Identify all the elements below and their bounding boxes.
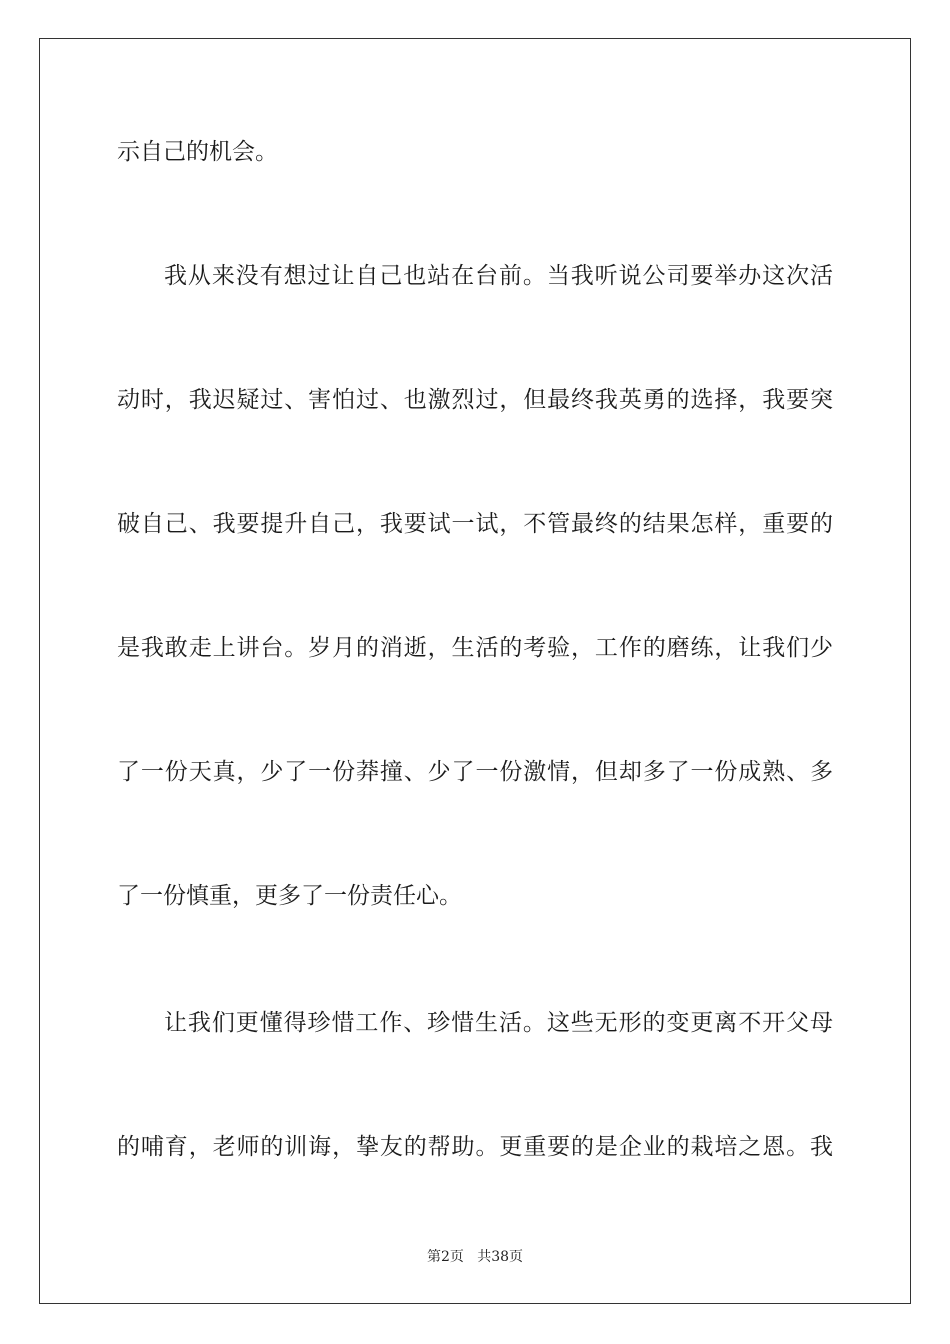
paragraph-first-line: 让我们更懂得珍惜工作、珍惜生活。这些无形的变更离不开父母 — [164, 1010, 833, 1036]
paragraph-first-line: 我从来没有想过让自己也站在台前。当我听说公司要举办这次活 — [164, 263, 833, 289]
text-line: 的哺育，老师的训诲，挚友的帮助。更重要的是企业的栽培之恩。我 — [117, 1134, 833, 1160]
text-line: 破自己、我要提升自己，我要试一试，不管最终的结果怎样，重要的 — [117, 511, 833, 537]
text-line: 动时，我迟疑过、害怕过、也激烈过，但最终我英勇的选择，我要突 — [117, 387, 833, 413]
text-line: 示自己的机会。 — [117, 139, 278, 165]
page-number-footer: 第2页 共38页 — [426, 1249, 524, 1265]
text-line: 了一份天真，少了一份莽撞、少了一份激情，但却多了一份成熟、多 — [117, 759, 833, 785]
page-border — [39, 38, 911, 1304]
text-line: 了一份慎重，更多了一份责任心。 — [117, 883, 462, 909]
text-line: 是我敢走上讲台。岁月的消逝，生活的考验，工作的磨练，让我们少 — [117, 635, 833, 661]
